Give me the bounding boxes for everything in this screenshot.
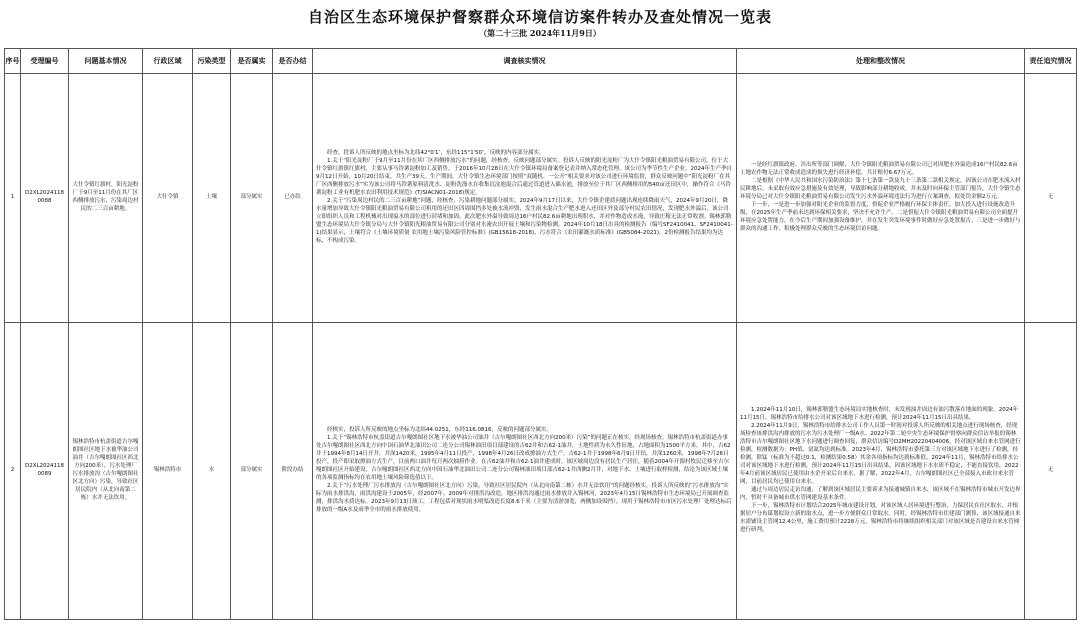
table-row <box>5 74 1077 323</box>
cell-true: 部分属实 <box>231 74 273 323</box>
cell-investigation <box>313 74 737 323</box>
cell-region: 锡林浩特市 <box>143 323 193 620</box>
page-subtitle: （第二十三批 2024年11月9日） <box>479 28 601 38</box>
investigation-paragraph: 1.关于“锡林浩特市杭盖街道吉尔嘎朗图社区地下水被华油公司油井（吉尔嘎朗图社区西北方向200米）污染”的问题正在核实。经现场核查，锡林浩特市杭盖街道办事处吉尔嘎朗图社区西北方向中国石油华北油田公司二连分公司锡林油田项目部建设的吉62井和吉62-1油井，土地性质为永久性征地，占地面积为1500平方米。其中，吉62井于1994年8月14日开井，井深1420米，1995年4月11日投产，1998年4月26日改成擦油方式生产。吉62-1井于1998年6月9日开钻，井深1260米，1998年7月26日投产，投产即采取擦油方式生产，目前两口油井每月两次抽捞作业。在吉62油井和吉62-1油井建成时，该区域周边没有居民生产居住，随着2004年开源村牧民迁移至吉尔嘎朗图社区开始建设，吉尔嘎朗图社区西北方向中国石油华北油田公司二连分公司锡林油田项目部吉62-1井西侧2月井，对地下水、土壤进行取样检测，结论为该区域土壤的各项监测指标均在农用地土壤风险筛选值以下。 <box>316 435 731 481</box>
cell-done: 已办结 <box>273 74 313 323</box>
cell-issue-text: 大什令镇红旗村，阳光淀粉厂于9月至11月份在其厂区西侧排放污水，污染周边村民的二三百亩耕地。 <box>72 182 139 212</box>
handling-paragraph: 2.2024年11月9日，锡林浩特市给排水公司工作人员第一时间对投诉人所反映的相关地点进行现场核查，经现场检查该排洪沟内排放的污水为污水处理厂一级A水。2022年第二轮中央生态环境保护督察向群众信访举报的锡林浩特市吉尔嘎朗图社区地下水问题进行调查回复，群众信访编号D2MH20220404006，经对该区域自来水管网进行检测，检测数据为：PH值、氨氮均达到标准。2023年4月，锡林浩特市委托第三方对该区域地下水进行了检测，经检测，除锰（标准为不超过0.1，检测结果0.58）其余各项指标均达到标准值。2024年11月，锡林浩特市给排水公司对该区域地下水进行检测，预计2024年11月15日出具结果。因该区域地下水水质不稳定，不能直接饮用，2022年4月前该区域居民已使用由水企开采后自来水。据了解，2022年4月，吉尔嘎朗图社区已全部接入市政自来水管网，目前居民均已使用自来水。 <box>740 423 1021 485</box>
handling-paragraph: 二是根据《中华人民共和国水污染防治法》第十七条第一款及九十三条第二款相关规定，因该公司在肥水流入村民耕地后，未采取有效应急措施及有效处理，导致影响部分耕地收成，并未及时向环保主管部门报告，大什令镇生态环境分局已对大什令镇阳光粮油贸易有限公司发生污水外溢环境违法行为进行立案调查，拟处罚金额2万元。 <box>740 178 1021 201</box>
investigation-paragraph: 经查，投诉人所反映的地点坐标为北纬42°0′1″，东经115°1′50″。反映的内容部分属实。 <box>327 150 545 157</box>
cell-true: 部分属实 <box>231 323 273 620</box>
investigation-paragraph: 经核实，投诉人所反映的地点坐标为北纬44.0251，东经116.0816，反映的问题部分属实。 <box>327 427 552 434</box>
handling-paragraph: 1.2024年11月10日，锡林郭勒盟生态环境局实地核查时，未发现油井周边有油污散落在地面的现象。2024年11月15日，锡林浩特市给排水公司对该区域地下水进行检测，预计2024年11月15日出具结果。 <box>740 407 1019 422</box>
col-header-done: 是否办结 <box>273 49 313 74</box>
col-header-investigation: 调查核实情况 <box>313 49 737 74</box>
cell-type: 水 <box>193 323 231 620</box>
cell-accountability: 无 <box>1025 323 1077 620</box>
cell-accountability: 无 <box>1025 74 1077 323</box>
cell-no: 1 <box>5 74 21 323</box>
investigation-paragraph: 2.关于“污水处理厂污水排放沟（吉尔嘎朗图社区北方向）污染，导致社区居民院内（从北向南第二栋）水井无法饮用”的问题经核实，投诉人所反映的“污水排放沟”实际为雨水排洪沟，雨洪沟建设于2005年，经2007年、2009年对排洪沟改造，地区排洪沟通过雨水排放并入锡林河，2023年4月15日锡林浩特市生态环境局已开展调查监测，排洪沟水质达标。2023年9月13日竣工，工程包括对现状雨水明渠改造长度8.6千米（主要为清淤加宽，两侧加设围挡），现用于锡林浩特市市区污水处理厂处理达标后排放的一级A水及雨季全市的雨水排放使用。 <box>316 482 732 513</box>
table-row <box>5 323 1077 620</box>
cell-id <box>21 74 69 323</box>
table-header-row <box>5 49 1077 74</box>
col-header-region: 行政区域 <box>143 49 193 74</box>
handling-paragraph: 通过与周边居民走访沟通，了解到该区域居民主要诉求为接通城镇自来水，该区域不在锡林浩特市城市开发边界内，暂时不具备城市供水管网建设基本条件。 <box>740 486 1021 501</box>
col-header-issue: 问题基本情况 <box>69 49 143 74</box>
cell-region: 大什令镇 <box>143 74 193 323</box>
page-title: 自治区生态环境保护督察群众环境信访案件转办及查处情况一览表 <box>307 8 772 26</box>
cell-issue <box>69 323 143 620</box>
cell-handling <box>737 323 1025 620</box>
col-header-type: 污染类型 <box>193 49 231 74</box>
col-header-id: 受理编号 <box>21 49 69 74</box>
handling-paragraph: 下一步，一是进一步加强对阳光企业的监督力度，督促企业严格履行环保主体责任，加大投入进行设施改造升级，在2025年生产季前未达到环保相关要求，坚决不允许生产。二是督促大什令镇阳光粮油贸易有限公司全面提升环境应急处置能力，在今后生产期间加强设备维护，并在发生突发环境事件时做好应急处置报告。三是进一步做好与群众的沟通工作，积极处理群众反映的生态环境信访问题。 <box>740 201 1021 232</box>
cell-issue <box>69 74 143 323</box>
cell-type: 土壤 <box>193 74 231 323</box>
col-header-no: 序号 <box>5 49 21 74</box>
cell-id-text: D2XL20241180089 <box>24 463 65 477</box>
col-header-handling: 处理和整改情况 <box>737 49 1025 74</box>
cell-handling <box>737 74 1025 323</box>
cell-no: 2 <box>5 323 21 620</box>
cell-issue-text: 锡林浩特市杭盖街道吉尔嘎朗图社区地下水被华油公司油井（吉尔嘎朗图社区西北方向200米），污水处理厂污水排放沟（吉尔嘎朗图社区北方向）污染，导致社区居民院内（从北向南第二栋）水井无法饮用。 <box>72 439 139 501</box>
cell-done: 阶段办结 <box>273 323 313 620</box>
handling-paragraph: 一是经红旗镇政府、涉出所等部门调解，大什令镇阳光粮油贸易有限公司已对因肥水外溢造成16户村民82.6亩土地农作物无法正常收成造成的损失进行经济补偿，共计赔付6.67万元。 <box>740 162 1018 177</box>
handling-paragraph: 下一步，锡林浩特市计划结合2025年城市建设计划，对该区域人居环境进行整治，力保居民在社区取水，并根据居户分布谋划拟设立新的取水点，进一步方便群众日常取水。同时，经锡林浩特市住建部门测算，该区域接通自来水需铺设主管网12.4公里，施工费用预计2228万元，锡林浩特市将继续组织相关部门对该区域是否建设自来水管网进行研判。 <box>740 502 1021 533</box>
case-table <box>4 48 1077 620</box>
cell-investigation <box>313 323 737 620</box>
col-header-true: 是否属实 <box>231 49 273 74</box>
investigation-paragraph: 1.关于“阳光淀粉厂于9月至11月份在其厂区西侧排放污水”的问题，经核查，反映问题部分属实。投诉人反映的阳光淀粉厂为大什令镇阳光粮油贸易有限公司，位于大什令镇红旗镇红旗村，主要从事马铃薯淀粉加工及销售，于2016年10月28日在大什令镇环境局备案登记表并纳入常态化管理。该公司为季节性生产企业，2024年生产季自9月12日开始，10月20日结束，共生产39天。生产期间，大什令镇生态环境部门按照“双随机、一公开”相关要求对该公司进行环境监督，群众反映问题中“阳光淀粉厂在其厂区西侧排放污水”实为该公司将马铃薯原料清洗水、淀粉洗涤水在收集沉淀池混合后通过管道进入储水池，排放至位于其厂区西侧租用的540亩还田区中，操作符合《马铃薯淀粉工业有机肥水农田利用技术规范》(T/SIACN01-2018)规定。 <box>316 158 732 197</box>
investigation-paragraph: 2.关于“污染周边村民的二三百亩耕地”问题，经核查，污染耕地问题部分属实。2024年9月17日以来，大什令镇企建质问题出现连续降雨天气，2024年9月20日，降水量增加导致大什令镇阳光粮油贸易有限公司租用的还田区四周围挡多处被水流冲毁，发生雨水混合生产肥水进入还田区外及部分村民农田情况，发现肥水外溢后，该公司立即组织人员和工程机械对出现溢水的部位进行封堵和加固。此次肥水外溢导致周边16户村民82.6亩耕地出现积水，并对作物造成水淹，导致庄稼无法正常收割。锡林郭勒盟生态环境局大什令镇分局与大什令镇阳光粮油贸易有限公司分别对水淹农田开展土壤和污染物检测，2024年10月18日出具的检测报告（编号SF2410041、SF2410041-1)结果显示，土壤符合《土壤环境质量 农用地土壤污染风险管控标准》(GB15618-2018)，污水符合《农田灌溉水质标准》(GB5084-2021)，2份检测报告结果均为达标，不构成污染。 <box>316 198 733 244</box>
cell-id-text: D2XL20241180088 <box>24 190 65 204</box>
cell-id <box>21 323 69 620</box>
col-header-accountability: 责任追究情况 <box>1025 49 1077 74</box>
